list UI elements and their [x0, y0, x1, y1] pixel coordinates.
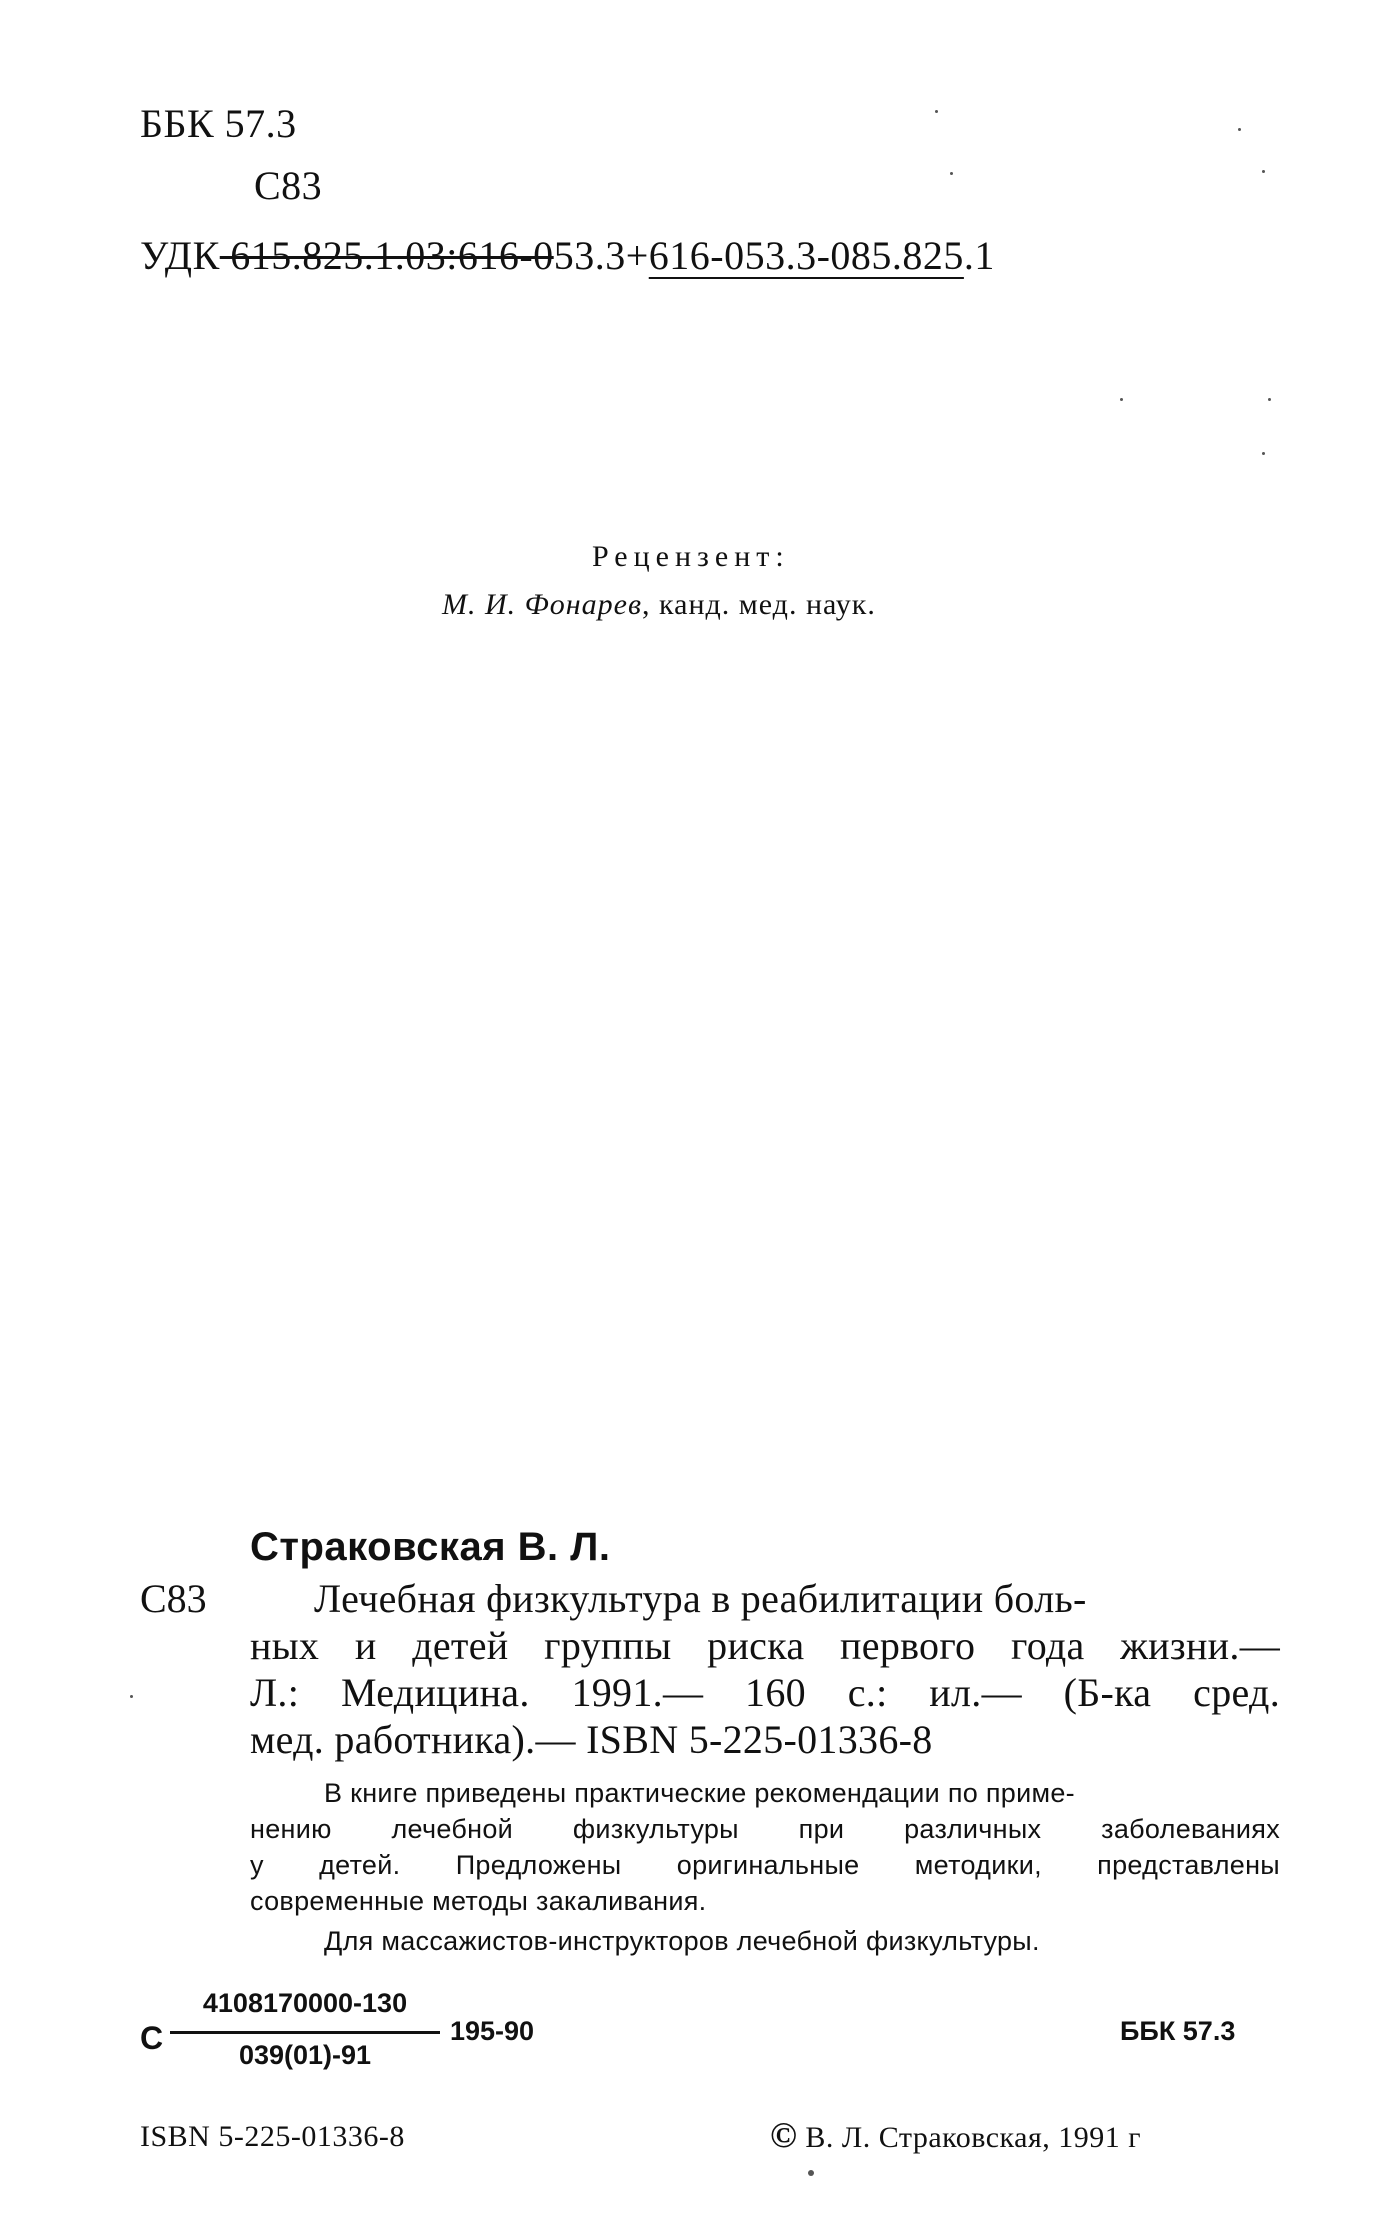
description-line: Л.: Медицина. 1991.— 160 с.: ил.— (Б-ка сред. [250, 1670, 1280, 1715]
footer-number: 195-90 [450, 2016, 535, 2046]
abstract-line: нению лечебной физкультуры при различных заболеваниях [250, 1814, 1280, 1844]
abstract-line: В книге приведены практические рекомендации по приме- [324, 1778, 1075, 1808]
udk-struck-part: 615.825.1.03:616-0 [219, 233, 554, 278]
description-line: Лечебная физкультура в реабилитации боль- [314, 1576, 1087, 1621]
footer-bbk: ББК 57.3 [1120, 2016, 1236, 2046]
author-sign-code: С83 [254, 163, 323, 208]
udk-prefix: УДК [140, 233, 220, 278]
audience-line: Для массажистов-инструкторов лечебной физкультуры. [324, 1926, 1040, 1956]
scan-speck [950, 172, 953, 175]
udk-part-b: .1 [963, 233, 995, 278]
footer-letter: С [140, 2020, 164, 2056]
description-line: ных и детей группы риска первого года жизни.— [250, 1623, 1280, 1668]
scan-speck [1262, 452, 1265, 455]
catalog-code: С83 [140, 1576, 207, 1621]
scan-speck [1120, 398, 1123, 401]
copyright-text: В. Л. Страковская, 1991 г [805, 2121, 1142, 2154]
fraction-numerator: 4108170000-130 [202, 1988, 408, 2018]
reviewer-credentials: , канд. мед. наук. [642, 588, 876, 621]
udk-part-a: 53.3+ [553, 233, 649, 278]
copyright-icon: © [770, 2115, 798, 2155]
reviewer-label: Рецензент: [592, 540, 790, 573]
scan-speck [808, 2170, 814, 2176]
abstract-line: у детей. Предложены оригинальные методики, представлены [250, 1850, 1280, 1880]
fraction-bar [170, 2031, 440, 2034]
scan-speck [1268, 398, 1271, 401]
description-line: мед. работника).— ISBN 5-225-01336-8 [250, 1717, 933, 1762]
reviewer-line [442, 588, 876, 622]
scan-speck [130, 1695, 133, 1698]
reviewer-name: М. И. Фонарев [442, 588, 643, 621]
abstract-line: современные методы закаливания. [250, 1886, 707, 1916]
scan-speck [935, 110, 938, 113]
udk-index [140, 232, 995, 279]
copyright-line [770, 2114, 1141, 2156]
bbk-index: ББК 57.3 [140, 101, 297, 146]
scan-speck [1262, 170, 1265, 173]
catalog-author: Страковская В. Л. [250, 1525, 611, 1569]
udk-underlined-part: 616-053.3-085.825 [648, 233, 964, 278]
scan-speck [1238, 128, 1241, 131]
fraction-denominator: 039(01)-91 [238, 2040, 372, 2070]
isbn-number: ISBN 5-225-01336-8 [140, 2120, 405, 2153]
